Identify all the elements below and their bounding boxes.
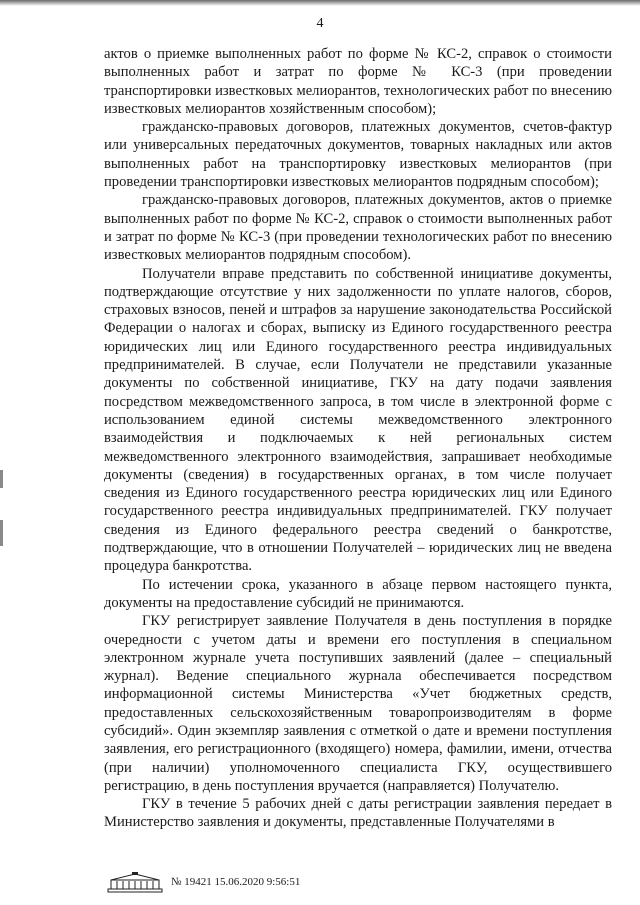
document-body [104,45,612,832]
paragraph: актов о приемке выполненных работ по форме № КС-2, справок о стоимости выполненных работ и затрат по форме № КС-3 (при проведении транспортировки известковых мелиорантов, технологических работ по внесению известковых мелиорантов хозяйственным способом); [104,46,612,117]
paragraph: Получатели вправе представить по собственной инициативе документы, подтверждающие отсутствие у них задолженности по уплате налогов, сборов, страховых взносов, пеней и штрафов за нарушение законодательства Российской Федерации о налогах и сборах, выписку из Единого государственного реестра юридических лиц или Единого государственного реестра индивидуальных предпринимателей. В случае, если Получатели не представили указанные документы по собственной инициативе, ГКУ на дату подачи заявления посредством межведомственного запроса, в том числе в электронной форме с использованием единой системы межведомственного электронного взаимодействия и подключаемых к ней региональных систем межведомственного электронного взаимодействия, запрашивает необходимые документы (сведения) в государственных органах, в том числе получает сведения из Единого государственного реестра юридических лиц или Единого государственного реестра индивидуальных предпринимателей. ГКУ получает сведения из Единого федерального реестра сведений о банкротстве, подтверждающие, что в отношении Получателей – юридических лиц не введена процедура банкротства. [104,265,612,575]
paragraph: ГКУ в течение 5 рабочих дней с даты регистрации заявления передает в Министерство заявления и документы, представленные Получателями в [104,796,612,831]
government-building-stamp-icon [107,872,163,894]
page-number: 4 [316,16,324,31]
scan-left-mark [0,520,3,546]
registration-stamp-text: № 19421 15.06.2020 9:56:51 [171,876,301,888]
paragraph: гражданско-правовых договоров, платежных документов, счетов-фактур или универсальных передаточных документов, товарных накладных или актов выполненных работ на транспортировку известковых мелиорантов (при проведении транспортировки известковых мелиорантов подрядным способом); [104,119,612,191]
paragraph: гражданско-правовых договоров, платежных документов, актов о приемке выполненных работ по форме № КС-2, справок о стоимости выполненных работ и затрат по форме № КС-3 (при проведении технологических работ по внесению известковых мелиорантов подрядным способом). [104,192,612,264]
scan-left-mark [0,470,3,488]
document-footer [107,872,427,894]
paragraph: ГКУ регистрирует заявление Получателя в день поступления в порядке очередности с учетом даты и времени его поступления в специальном электронном журнале учета поступивших заявлений (далее – специальный журнал). Ведение специального журнала обеспечивается посредством информационной системы Министерства «Учет бюджетных средств, предоставленных сельскохозяйственным товаропроизводителям в форме субсидий». Один экземпляр заявления с отметкой о дате и времени поступления заявления, его регистрационного (входящего) номера, фамилии, имени, отчества (при наличии) уполномоченного специалиста ГКУ, осуществившего регистрацию, в день поступления вручается (направляется) Получателю. [104,613,612,794]
paragraph: По истечении срока, указанного в абзаце первом настоящего пункта, документы на предоставление субсидий не принимаются. [104,576,612,611]
scan-top-edge [0,0,640,6]
